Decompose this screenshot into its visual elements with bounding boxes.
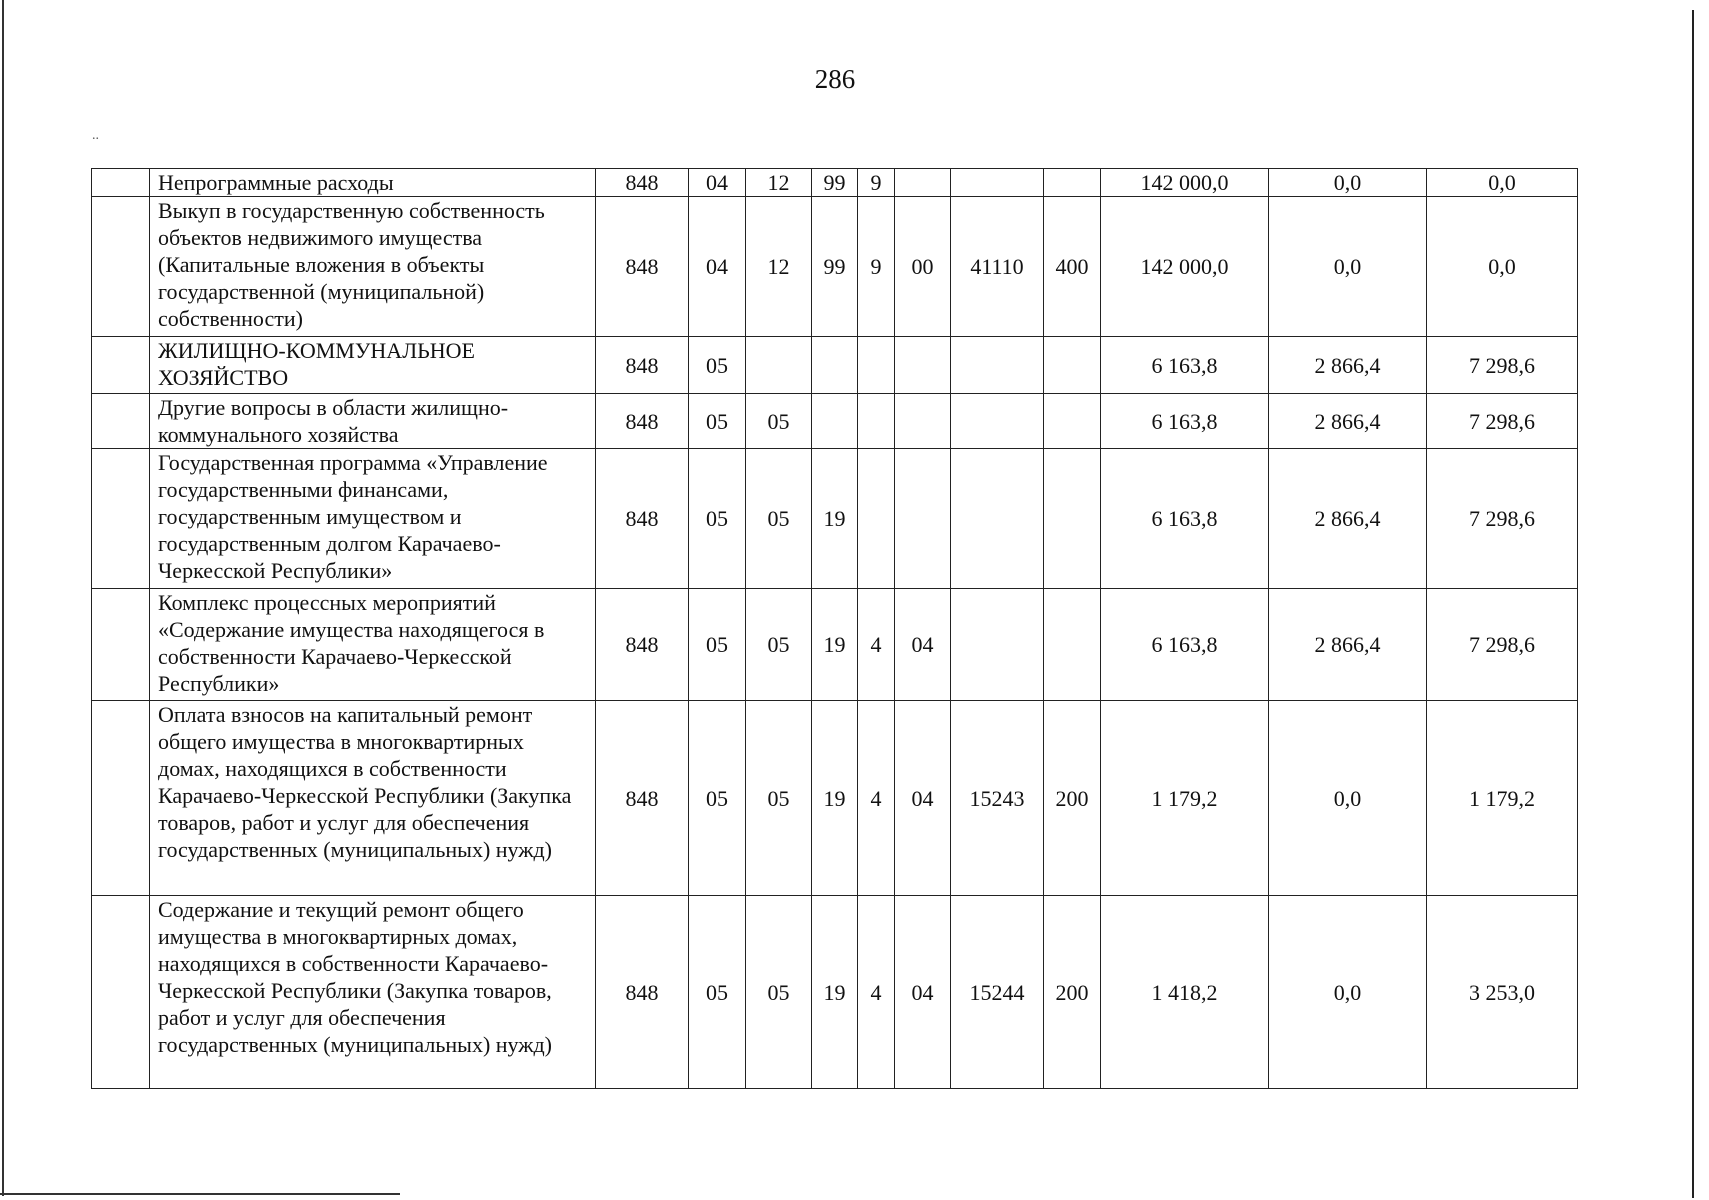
amount-year-1-cell: 6 163,8 [1101, 394, 1269, 449]
event-code-cell: 04 [895, 589, 951, 701]
item-name-cell: Другие вопросы в области жилищно-коммунального хозяйства [150, 394, 596, 449]
table-row [92, 337, 1578, 394]
chapter-code-cell: 848 [596, 394, 689, 449]
amount-year-3-cell: 0,0 [1427, 197, 1578, 337]
amount-year-2-cell: 0,0 [1269, 169, 1427, 197]
item-name-cell: ЖИЛИЩНО-КОММУНАЛЬНОЕ ХОЗЯЙСТВО [150, 337, 596, 394]
direction-code-cell [951, 589, 1044, 701]
subsection-code-cell: 05 [746, 896, 812, 1089]
subsection-code-cell [746, 337, 812, 394]
amount-year-1-cell: 142 000,0 [1101, 169, 1269, 197]
subprogram-code-cell: 9 [858, 169, 895, 197]
amount-year-2-cell: 2 866,4 [1269, 449, 1427, 589]
amount-year-3-cell: 7 298,6 [1427, 449, 1578, 589]
chapter-code-cell: 848 [596, 169, 689, 197]
program-code-cell: 19 [812, 449, 858, 589]
item-name-cell: Комплекс процессных мероприятий «Содержание имущества находящегося в собственности Карачаево-Черкесской Республики» [150, 589, 596, 701]
item-name-cell: Выкуп в государственную собственность объектов недвижимого имущества (Капитальные вложения в объекты государственной (муниципальной) собственности) [150, 197, 596, 337]
item-name-cell: Государственная программа «Управление государственными финансами, государственным имуществом и государственным долгом Карачаево-Черкесской Республики» [150, 449, 596, 589]
row-number-cell [92, 197, 150, 337]
row-number-cell [92, 337, 150, 394]
event-code-cell [895, 394, 951, 449]
subprogram-code-cell: 4 [858, 589, 895, 701]
amount-year-2-cell: 0,0 [1269, 701, 1427, 896]
program-code-cell [812, 394, 858, 449]
direction-code-cell [951, 449, 1044, 589]
section-code-cell: 05 [689, 589, 746, 701]
program-code-cell: 99 [812, 169, 858, 197]
chapter-code-cell: 848 [596, 896, 689, 1089]
page-number: 286 [814, 64, 856, 94]
amount-year-3-cell: 1 179,2 [1427, 701, 1578, 896]
row-number-cell [92, 449, 150, 589]
event-code-cell: 04 [895, 896, 951, 1089]
expense-type-code-cell [1044, 449, 1101, 589]
program-code-cell [812, 337, 858, 394]
amount-year-1-cell: 1 179,2 [1101, 701, 1269, 896]
subprogram-code-cell: 4 [858, 701, 895, 896]
chapter-code-cell: 848 [596, 701, 689, 896]
direction-code-cell: 41110 [951, 197, 1044, 337]
amount-year-3-cell: 7 298,6 [1427, 337, 1578, 394]
expense-type-code-cell [1044, 394, 1101, 449]
row-number-cell [92, 589, 150, 701]
page-right-edge [1692, 10, 1694, 1198]
row-number-cell [92, 169, 150, 197]
section-code-cell: 05 [689, 337, 746, 394]
subsection-code-cell: 05 [746, 701, 812, 896]
table-row [92, 701, 1578, 896]
subsection-code-cell: 12 [746, 169, 812, 197]
event-code-cell [895, 337, 951, 394]
table-row [92, 589, 1578, 701]
table-row [92, 197, 1578, 337]
chapter-code-cell: 848 [596, 449, 689, 589]
event-code-cell: 04 [895, 701, 951, 896]
subsection-code-cell: 05 [746, 589, 812, 701]
direction-code-cell [951, 337, 1044, 394]
amount-year-1-cell: 142 000,0 [1101, 197, 1269, 337]
row-number-cell [92, 701, 150, 896]
table-row [92, 449, 1578, 589]
amount-year-1-cell: 1 418,2 [1101, 896, 1269, 1089]
amount-year-2-cell: 2 866,4 [1269, 589, 1427, 701]
subprogram-code-cell [858, 337, 895, 394]
amount-year-3-cell: 7 298,6 [1427, 394, 1578, 449]
subprogram-code-cell: 9 [858, 197, 895, 337]
amount-year-3-cell: 7 298,6 [1427, 589, 1578, 701]
row-number-cell [92, 394, 150, 449]
event-code-cell [895, 449, 951, 589]
program-code-cell: 99 [812, 197, 858, 337]
amount-year-2-cell: 2 866,4 [1269, 394, 1427, 449]
expense-type-code-cell: 200 [1044, 896, 1101, 1089]
amount-year-1-cell: 6 163,8 [1101, 337, 1269, 394]
program-code-cell: 19 [812, 589, 858, 701]
program-code-cell: 19 [812, 896, 858, 1089]
table-row [92, 169, 1578, 197]
budget-table [91, 168, 1578, 1089]
direction-code-cell [951, 394, 1044, 449]
row-number-cell [92, 896, 150, 1089]
amount-year-1-cell: 6 163,8 [1101, 449, 1269, 589]
amount-year-2-cell: 0,0 [1269, 896, 1427, 1089]
subsection-code-cell: 12 [746, 197, 812, 337]
table-row [92, 896, 1578, 1089]
subsection-code-cell: 05 [746, 449, 812, 589]
expense-type-code-cell: 400 [1044, 197, 1101, 337]
amount-year-3-cell: 0,0 [1427, 169, 1578, 197]
amount-year-1-cell: 6 163,8 [1101, 589, 1269, 701]
subprogram-code-cell: 4 [858, 896, 895, 1089]
section-code-cell: 05 [689, 896, 746, 1089]
expense-type-code-cell [1044, 337, 1101, 394]
direction-code-cell [951, 169, 1044, 197]
chapter-code-cell: 848 [596, 197, 689, 337]
section-code-cell: 04 [689, 169, 746, 197]
section-code-cell: 05 [689, 394, 746, 449]
item-name-cell: Оплата взносов на капитальный ремонт общего имущества в многоквартирных домах, находящихся в собственности Карачаево-Черкесской Республики (Закупка товаров, работ и услуг для обеспечения государственных (муниципальных) нужд) [150, 701, 596, 896]
amount-year-2-cell: 2 866,4 [1269, 337, 1427, 394]
table-row [92, 394, 1578, 449]
event-code-cell [895, 169, 951, 197]
subsection-code-cell: 05 [746, 394, 812, 449]
expense-type-code-cell: 200 [1044, 701, 1101, 896]
chapter-code-cell: 848 [596, 589, 689, 701]
expense-type-code-cell [1044, 169, 1101, 197]
section-code-cell: 05 [689, 701, 746, 896]
item-name-cell: Содержание и текущий ремонт общего имущества в многоквартирных домах, находящихся в собственности Карачаево-Черкесской Республики (Закупка товаров, работ и услуг для обеспечения государственных (муниципальных) нужд) [150, 896, 596, 1089]
amount-year-3-cell: 3 253,0 [1427, 896, 1578, 1089]
page-bottom-edge [0, 1193, 400, 1195]
subprogram-code-cell [858, 394, 895, 449]
page-left-edge [2, 0, 4, 1196]
section-code-cell: 04 [689, 197, 746, 337]
expense-type-code-cell [1044, 589, 1101, 701]
amount-year-2-cell: 0,0 [1269, 197, 1427, 337]
chapter-code-cell: 848 [596, 337, 689, 394]
item-name-cell: Непрограммные расходы [150, 169, 596, 197]
budget-table-body [92, 169, 1578, 1089]
subprogram-code-cell [858, 449, 895, 589]
event-code-cell: 00 [895, 197, 951, 337]
direction-code-cell: 15244 [951, 896, 1044, 1089]
program-code-cell: 19 [812, 701, 858, 896]
section-code-cell: 05 [689, 449, 746, 589]
margin-dots: .. [92, 128, 99, 143]
direction-code-cell: 15243 [951, 701, 1044, 896]
